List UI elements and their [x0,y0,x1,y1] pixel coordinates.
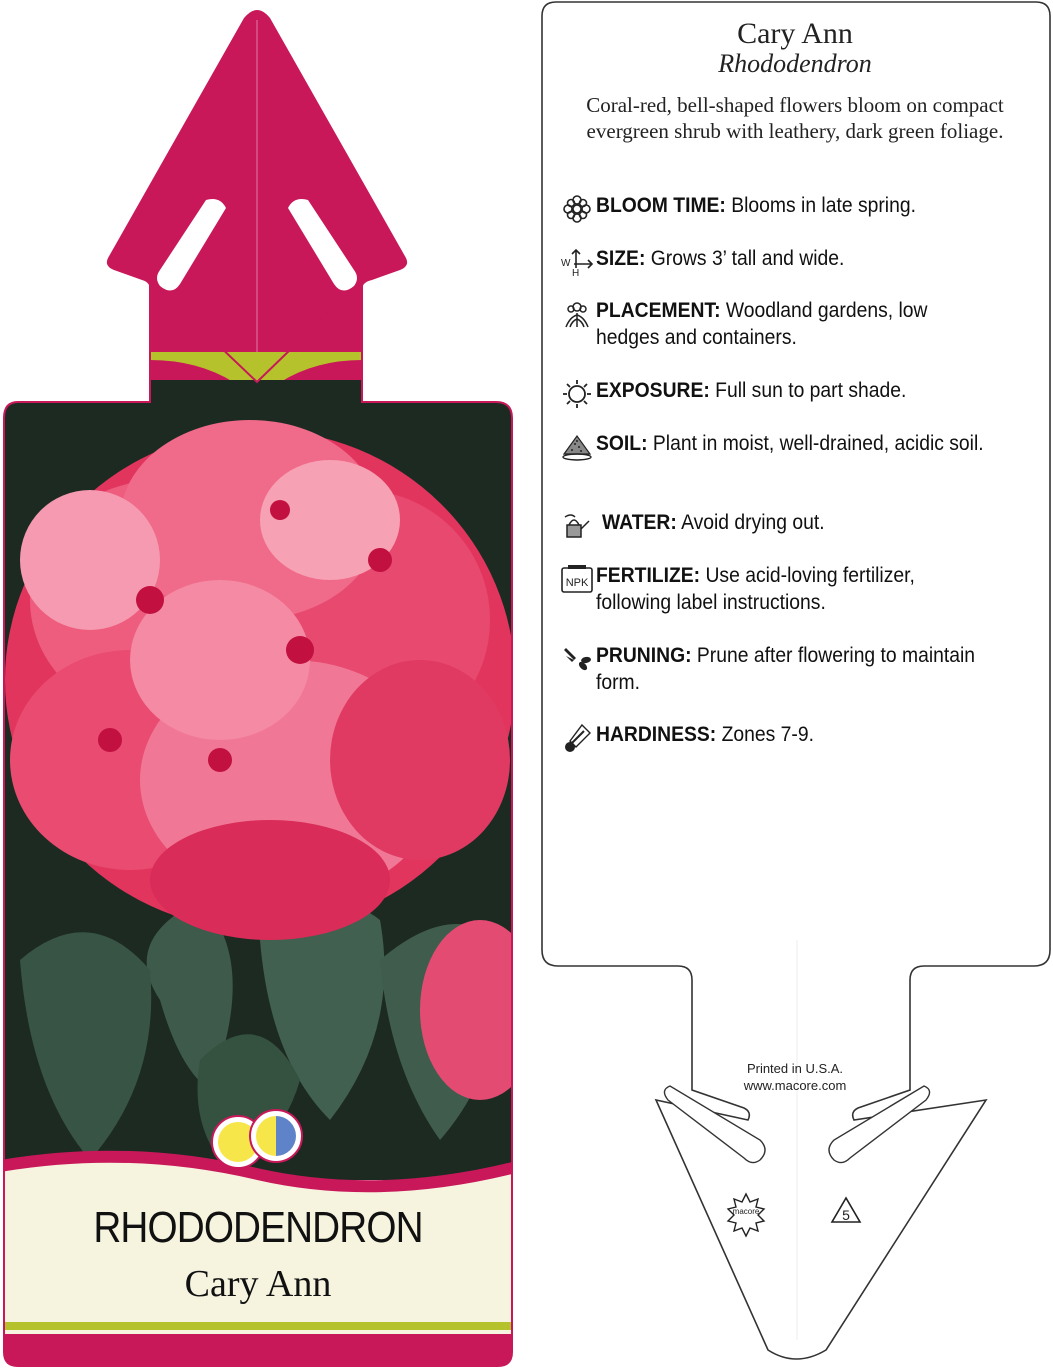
info-row-hardiness [558,721,1028,755]
macore-text: macore [732,1207,760,1216]
info-row-fertilize [558,562,1028,616]
info-row-size [558,245,1028,279]
info-value: Avoid drying out. [681,511,825,534]
info-label: BLOOM TIME: [596,194,726,217]
info-row-soil [558,430,1028,464]
size-icon [558,245,596,279]
info-value: Full sun to part shade. [715,379,907,402]
info-label: WATER: [602,511,677,534]
info-label: SOIL: [596,432,648,455]
fertilizer-icon-text: NPK [565,577,589,589]
thermometer-icon [558,721,596,755]
info-label: SIZE: [596,247,646,270]
printer-stamp [700,1060,890,1094]
info-label: EXPOSURE: [596,379,710,402]
info-value: Woodland gardens, low hedges and containers. [596,299,928,349]
pruners-icon [558,642,596,676]
back-plant-name: Cary Ann [737,17,853,50]
back-header [560,18,1030,144]
info-label: PRUNING: [596,644,692,667]
placement-icon [558,297,596,331]
size-icon-w: W [561,258,571,269]
front-genus-title: RHODODENDRON [93,1203,423,1252]
info-row-placement [558,297,1028,351]
size-icon-h: H [572,268,580,276]
soil-icon [558,430,596,464]
info-value: Prune after flowering to maintain form. [596,644,976,694]
info-value: Blooms in late spring. [731,194,916,217]
info-label: PLACEMENT: [596,299,721,322]
watering-can-icon [558,509,596,543]
info-value: Grows 3’ tall and wide. [650,247,845,270]
fertilizer-icon [558,562,596,596]
info-label: HARDINESS: [596,723,717,746]
info-row-water [558,509,1028,543]
front-cultivar-name: Cary Ann [184,1263,332,1305]
info-value: Plant in moist, well-drained, acidic soil. [652,432,984,455]
sun-exposure-icon [558,377,596,411]
back-description: Coral-red, bell-shaped flowers bloom on compact evergreen shrub with leathery, dark green foliage. [586,93,1004,143]
info-row-bloom-time [558,192,1028,226]
info-row-exposure [558,377,1028,411]
printed-in: Printed in U.S.A. [746,1061,844,1076]
flower-icon [558,192,596,226]
front-tag [0,0,520,1369]
website: www.macore.com [743,1078,847,1093]
info-row-pruning [558,642,1028,696]
info-label: FERTILIZE: [596,564,701,587]
info-value: Zones 7-9. [721,723,814,746]
info-value: Use acid-loving fertilizer, following label instructions. [596,564,915,614]
recycle-number: 5 [842,1207,850,1223]
part-shade-icon [250,1110,302,1162]
back-latin-name: Rhododendron [718,49,872,78]
